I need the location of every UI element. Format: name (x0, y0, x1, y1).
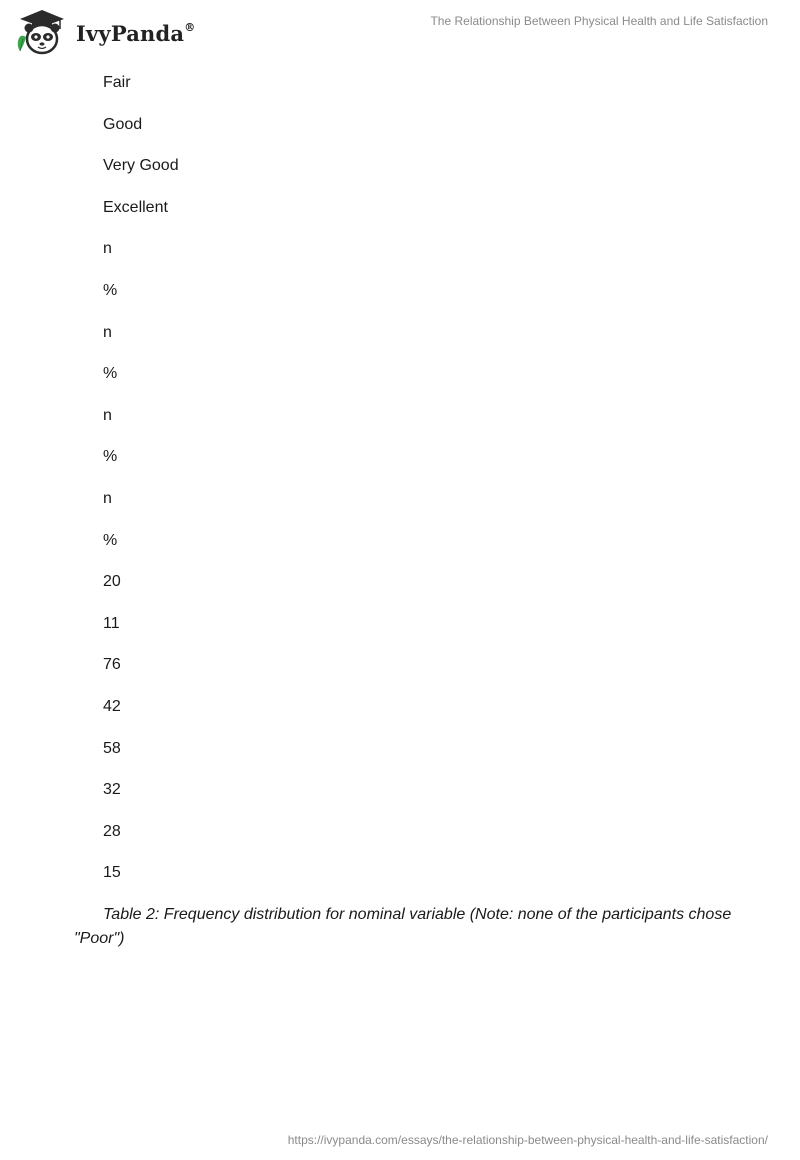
text-line: 20 (103, 573, 121, 591)
table-text-lines (103, 73, 603, 905)
source-url-link[interactable]: https://ivypanda.com/essays/the-relationship-between-physical-health-and-life-satisfaction/ (287, 1133, 768, 1147)
text-line: 15 (103, 864, 121, 882)
ivypanda-logo[interactable] (14, 7, 195, 57)
text-line: % (103, 448, 118, 466)
text-line: 11 (103, 614, 120, 632)
text-line: n (103, 240, 112, 258)
brand-name (76, 21, 195, 46)
text-line: % (103, 531, 118, 549)
text-line: Good (103, 115, 143, 133)
brand-label: IvyPanda (76, 20, 185, 46)
page-header (0, 0, 800, 60)
panda-logo-icon (14, 7, 70, 57)
text-line: n (103, 406, 112, 424)
text-line: Very Good (103, 157, 179, 175)
text-line: Fair (103, 74, 131, 91)
text-line: 76 (103, 656, 121, 674)
table-caption: Table 2: Frequency distribution for nominal variable (Note: none of the participants chose "Poor") (74, 906, 732, 947)
text-line: n (103, 323, 112, 341)
text-line: 58 (103, 739, 121, 757)
text-line: 28 (103, 822, 121, 840)
text-line: 32 (103, 781, 121, 799)
text-line: % (103, 281, 118, 299)
text-line: Excellent (103, 198, 168, 216)
registered-mark: ® (184, 20, 196, 34)
text-line: 42 (103, 697, 121, 715)
text-line: % (103, 365, 118, 383)
text-line: n (103, 489, 112, 507)
running-title: The Relationship Between Physical Health and Life Satisfaction (430, 14, 768, 28)
